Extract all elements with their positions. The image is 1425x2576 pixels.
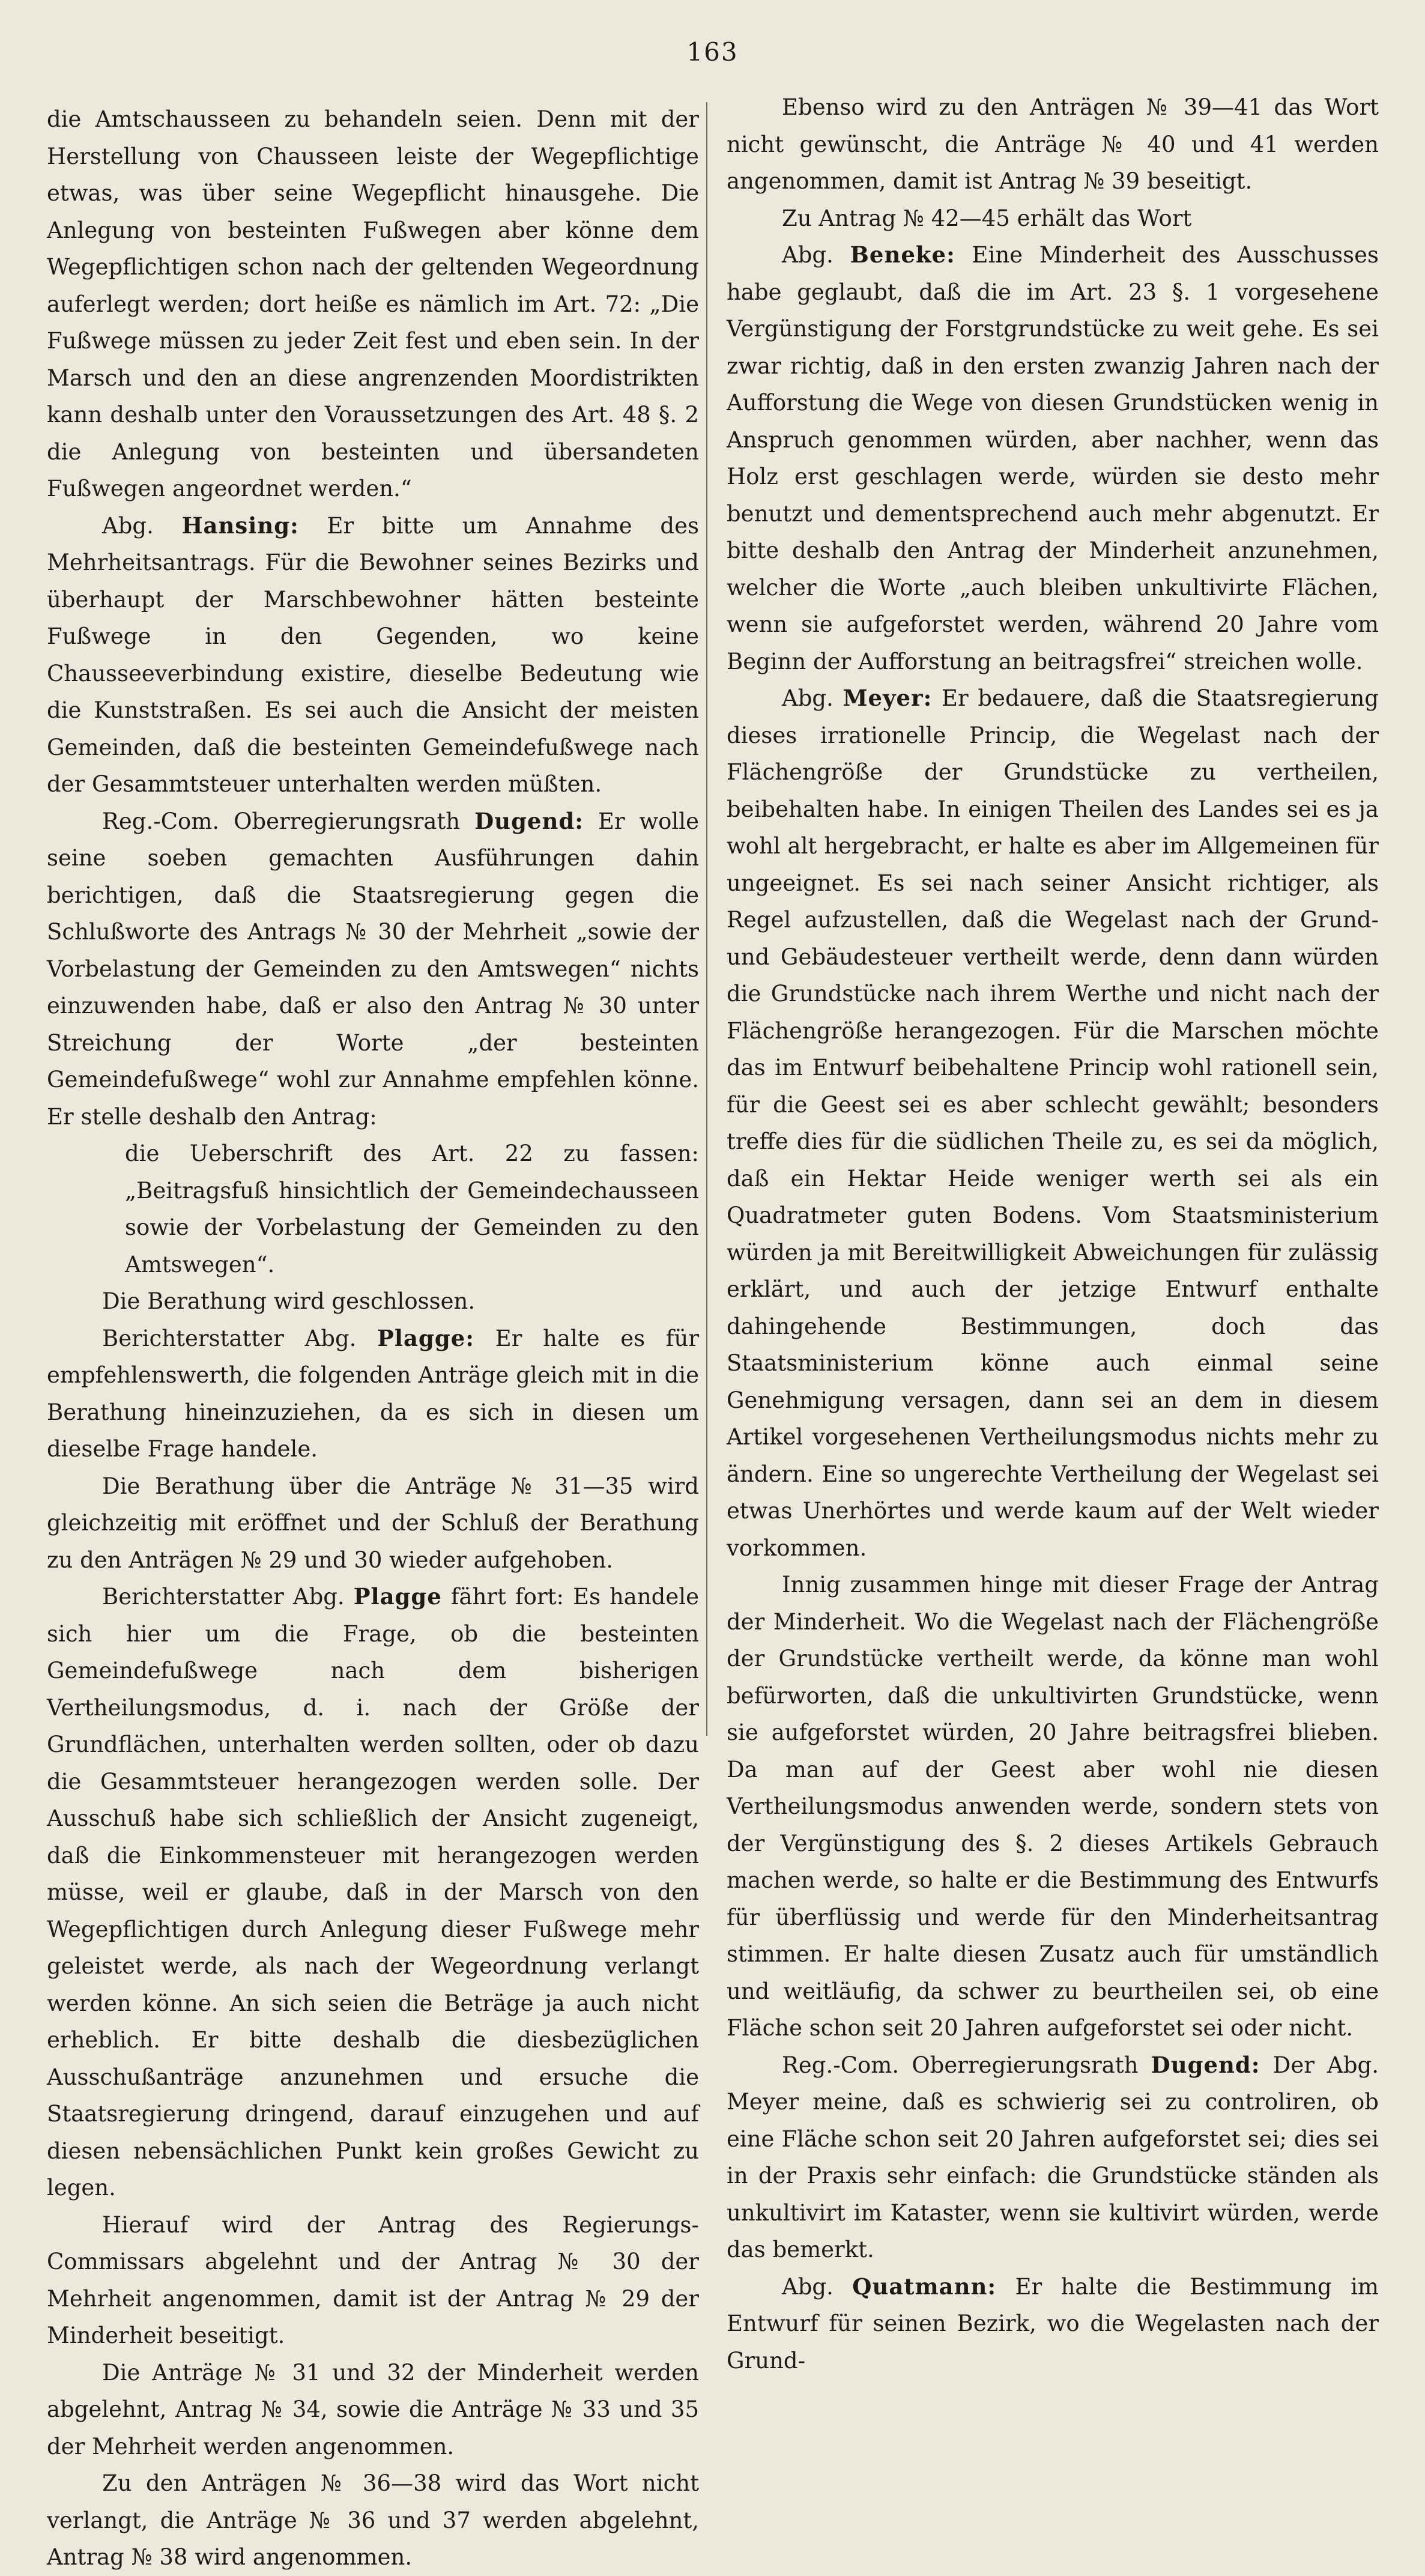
paragraph: Abg. Beneke: Eine Minderheit des Ausschusses habe geglaubt, daß die im Art. 23 §. 1 vorgesehene Vergünstigung der Forstgrundstücke zu weit gehe. Es sei zwar richtig, daß in den ersten zwanzig Jahren nach der Aufforstung die Wege von diesen Grundstücken wenig in Anspruch genommen würden, aber nachher, wenn das Holz erst geschlagen werde, würden sie desto mehr benutzt und dementsprechend auch mehr abgenutzt. Er bitte deshalb den Antrag der Minderheit anzunehmen, welcher die Worte „auch bleiben unkultivirte Flächen, wenn sie aufgeforstet werden, während 20 Jahre vom Beginn der Aufforstung an beitragsfrei“ streichen wolle.: [727, 241, 1379, 674]
paragraph: Abg. Meyer: Er bedauere, daß die Staatsregierung dieses irrationelle Princip, die Wegelast nach der Flächengröße der Grundstücke zu vertheilen, beibehalten habe. In einigen Theilen des Landes sei es ja wohl alt hergebracht, er halte es aber im Allgemeinen für ungeeignet. Es sei nach seiner Ansicht richtiger, als Regel aufzustellen, daß die Wegelast nach der Grund- und Gebäudesteuer vertheilt werde, denn dann würden die Grundstücke nach ihrem Werthe und nicht nach der Flächengröße herangezogen. Für die Marschen möchte das im Entwurf beibehaltene Princip wohl rationell sein, für die Geest sei es aber schlecht gewählt; besonders treffe dies für die südlichen Theile zu, es sei da möglich, daß ein Hektar Heide weniger werth sei als ein Quadratmeter guten Bodens. Vom Staatsministerium würden ja mit Bereitwilligkeit Abweichungen für zulässig erklärt, und auch der jetzige Entwurf enthalte dahingehende Bestimmungen, doch das Staatsministerium könne auch einmal seine Genehmigung versagen, dann sei an dem in diesem Artikel vorgesehenen Vertheilungsmodus nichts mehr zu ändern. Eine so ungerechte Vertheilung der Wegelast sei etwas Unerhörtes und werde kaum auf der Welt wieder vorkommen.: [727, 685, 1379, 1561]
paragraph: Die Berathung über die Anträge № 31—35 wird gleichzeitig mit eröffnet und der Schluß der Berathung zu den Anträgen № 29 und 30 wieder aufgehoben.: [47, 1473, 699, 1573]
speaker-name: Quatmann:: [852, 2273, 997, 2300]
speaker-name: Plagge: [353, 1583, 442, 1610]
paragraph: Ebenso wird zu den Anträgen № 39—41 das Wort nicht gewünscht, die Anträge № 40 und 41 werden angenommen, damit ist Antrag № 39 beseitigt.: [727, 94, 1379, 194]
speaker-name: Dugend:: [1151, 2051, 1260, 2078]
paragraph: Berichterstatter Abg. Plagge fährt fort: Es handele sich hier um die Frage, ob die besteinten Gemeindefußwege nach dem bisherigen Vertheilungsmodus, d. i. nach der Größe der Grundflächen, unterhalten werden sollten, oder ob dazu die Gesammtsteuer herangezogen werden solle. Der Ausschuß habe sich schließlich der Ansicht zugeneigt, daß die Einkommensteuer mit herangezogen werden müsse, weil er glaube, daß in der Marsch von den Wegepflichtigen durch Anlegung dieser Fußwege mehr geleistet werde, als nach der Wegeordnung verlangt werden könne. An sich seien die Beträge ja auch nicht erheblich. Er bitte deshalb die diesbezüglichen Ausschußanträge anzunehmen und ersuche die Staatsregierung dringend, darauf einzugehen und auf diesen nebensächlichen Punkt kein großes Gewicht zu legen.: [47, 1583, 699, 2201]
paragraph: Zu den Anträgen № 36—38 wird das Wort nicht verlangt, die Anträge № 36 und 37 werden abgelehnt, Antrag № 38 wird angenommen.: [47, 2470, 699, 2570]
paragraph: Reg.-Com. Oberregierungsrath Dugend: Er wolle seine soeben gemachten Ausführungen dahin berichtigen, daß die Staatsregierung gegen die Schlußworte des Antrags № 30 der Mehrheit „sowie der Vorbelastung der Gemeinden zu den Amtswegen“ nichts einzuwenden habe, daß er also den Antrag № 30 unter Streichung der Worte „der besteinten Gemeindefußwege“ wohl zur Annahme empfehlen könne. Er stelle deshalb den Antrag:: [47, 807, 699, 1130]
paragraph: Abg. Hansing: Er bitte um Annahme des Mehrheitsantrags. Für die Bewohner seines Bezirks und überhaupt der Marschbewohner hätten besteinte Fußwege in den Gegenden, wo keine Chausseeverbindung existire, dieselbe Bedeutung wie die Kunststraßen. Es sei auch die Ansicht der meisten Gemeinden, daß die besteinten Gemeindefußwege nach der Gesammtsteuer unterhalten werden müßten.: [47, 512, 699, 797]
left-column: [47, 101, 699, 2576]
paragraph: Abg. Quatmann: Er halte die Bestimmung im Entwurf für seinen Bezirk, wo die Wegelasten nach der Grund-: [727, 2273, 1379, 2374]
speaker-name: Beneke:: [850, 241, 955, 268]
paragraph: Die Berathung wird geschlossen.: [102, 1288, 476, 1314]
right-column: [727, 89, 1379, 2379]
quoted-motion: die Ueberschrift des Art. 22 zu fassen: „Beitragsfuß hinsichtlich der Gemeindechausseen sowie der Vorbelastung der Gemeinden zu den Amtswegen“.: [125, 1141, 699, 1277]
speaker-name: Plagge:: [377, 1324, 474, 1351]
paragraph: Hierauf wird der Antrag des Regierungs-Commissars abgelehnt und der Antrag № 30 der Mehrheit angenommen, damit ist der Antrag № 29 der Minderheit beseitigt.: [47, 2211, 699, 2348]
column-divider: [706, 102, 707, 1736]
speaker-name: Meyer:: [843, 685, 933, 711]
speaker-name: Dugend:: [474, 807, 584, 834]
page-number: 163: [686, 37, 739, 67]
paragraph: Reg.-Com. Oberregierungsrath Dugend: Der Abg. Meyer meine, daß es schwierig sei zu controliren, ob eine Fläche schon seit 20 Jahren aufgeforstet sei; dies sei in der Praxis sehr einfach: die Grundstücke ständen als unkultivirt im Kataster, wenn sie kultivirt würden, werde das bemerkt.: [727, 2051, 1379, 2262]
speaker-name: Hansing:: [181, 512, 299, 539]
paragraph: die Amtschausseen zu behandeln seien. Denn mit der Herstellung von Chausseen leiste der Wegepflichtige etwas, was über seine Wegepflicht hinausgehe. Die Anlegung von besteinten Fußwegen aber könne dem Wegepflichtigen schon nach der geltenden Wegeordnung auferlegt werden; dort heiße es nämlich im Art. 72: „Die Fußwege müssen zu jeder Zeit fest und eben sein. In der Marsch und den an diese angrenzenden Moordistrikten kann deshalb unter den Voraussetzungen des Art. 48 §. 2 die Anlegung von besteinten und übersandeten Fußwegen angeordnet werden.“: [47, 106, 699, 502]
paragraph: Die Anträge № 31 und 32 der Minderheit werden abgelehnt, Antrag № 34, sowie die Anträge № 33 und 35 der Mehrheit werden angenommen.: [47, 2359, 699, 2459]
paragraph: Innig zusammen hinge mit dieser Frage der Antrag der Minderheit. Wo die Wegelast nach der Flächengröße der Grundstücke vertheilt werde, da könne man wohl befürworten, daß die unkultivirten Grundstücke, wenn sie aufgeforstet würden, 20 Jahre beitragsfrei blieben. Da man auf der Geest aber wohl nie diesen Vertheilungsmodus anwenden werde, sondern stets von der Vergünstigung des §. 2 dieses Artikels Gebrauch machen werde, so halte er die Bestimmung des Entwurfs für überflüssig und werde für den Minderheitsantrag stimmen. Er halte diesen Zusatz auch für umständlich und weitläufig, da schwer zu beurtheilen sei, ob eine Fläche schon seit 20 Jahren aufgeforstet sei oder nicht.: [727, 1572, 1379, 2041]
paragraph: Zu Antrag № 42—45 erhält das Wort: [782, 205, 1192, 231]
paragraph: Berichterstatter Abg. Plagge: Er halte es für empfehlenswerth, die folgenden Anträge gleich mit in die Berathung hineinzuziehen, da es sich in diesen um dieselbe Frage handele.: [47, 1324, 699, 1462]
